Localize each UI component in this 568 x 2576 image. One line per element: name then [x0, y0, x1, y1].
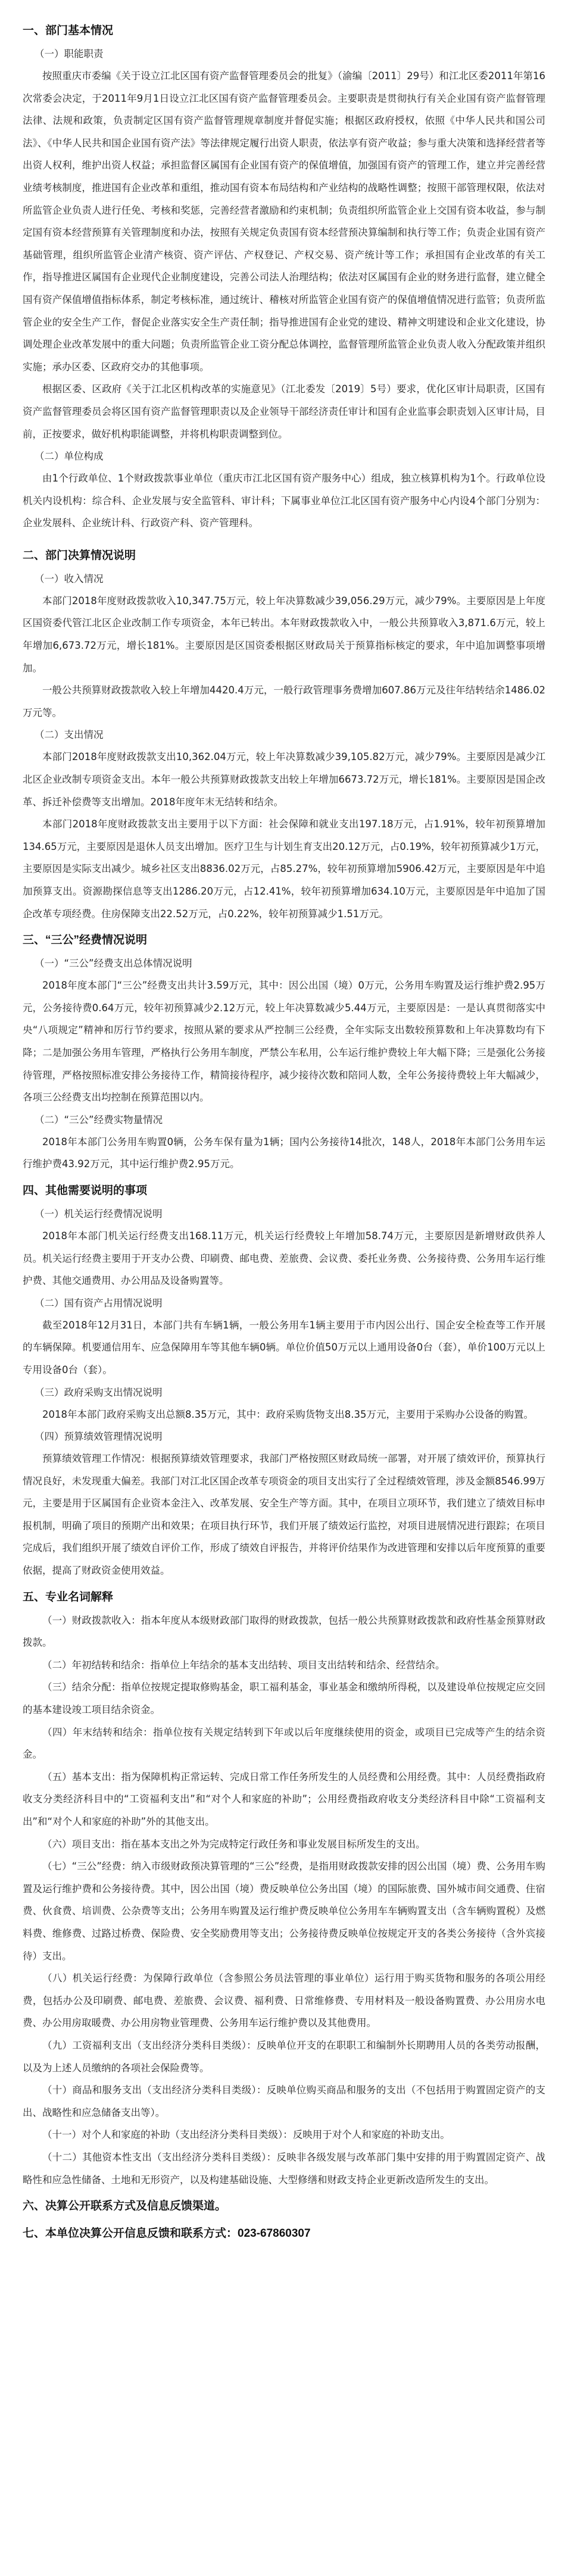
- subheading: （二）支出情况: [35, 729, 104, 741]
- paragraph: （十二）其他资本性支出（支出经济分类科目类级）：反映非各级发展与改革部门集中安排的用于购置固定资产、战略性和应急性储备、土地和无形资产，以及构建基础设施、大型修缮和财政支持企业更新改造所发生的支出。: [23, 2151, 545, 2186]
- paragraph: （一）财政拨款收入：指本年度从本级财政部门取得的财政拨款，包括一般公共预算财政拨款和政府性基金预算财政拨款。: [23, 1614, 545, 1649]
- sec2-heading: 二、部门决算情况说明: [23, 549, 136, 562]
- subheading: （一）职能职责: [35, 48, 104, 60]
- paragraph: （三）结余分配：指单位按规定提取修购基金，职工福利基金，事业基金和缴纳所得税，以及建设单位按规定应交回的基本建设竣工项目结余资金。: [23, 1681, 545, 1716]
- org-paragraph: 由1个行政单位、1个财政拨款事业单位（重庆市江北区国有资产服务中心）组成，独立核算机构为1个。行政单位设机关内设机构：综合科、企业发展与安全监管科、审计科；下属事业单位江北区国有资产服务中心内设4个部门分别为：企业发展科、企业统计科、行政资产科、资产管理科。: [23, 473, 545, 529]
- paragraph: （十）商品和服务支出（支出经济分类科目类级）：反映单位购买商品和服务的支出（不包括用于购置固定资产的支出、战略性和应急储备支出等）。: [23, 2084, 545, 2118]
- section-glossary: [23, 1609, 545, 2191]
- paragraph: （八）机关运行经费：为保障行政单位（含参照公务员法管理的事业单位）运行用于购买货物和服务的各项公用经费，包括办公及印刷费、邮电费、差旅费、会议费、福利费、日常维修费、专用材料及一般设备购置费、办公用房水电费、办公用房取暖费、办公用房物业管理费、公务用车运行维护费以及其他费用。: [23, 1972, 545, 2029]
- org-subheading: （二）单位构成: [35, 451, 104, 462]
- paragraph: 预算绩效管理工作情况：根据预算绩效管理要求，我部门严格按照区财政局统一部署，对开展了绩效评价，预算执行情况良好，未发现重大偏差。我部门对江北区国企改革专项资金的项目支出实行了全过程绩效管理，涉及金额8546.99万元，主要是用于区属国有企业资本金注入、改革发展、安全生产等方面。其中，在项目立项环节，我们建立了绩效目标申报机制，明确了项目的预期产出和效果；在项目执行环节，我们开展了绩效运行监控，对项目进展情况进行跟踪；在项目完成后，我们组织开展了绩效自评价工作，形成了绩效自评报告，并将评价结果作为改进管理和安排以后年度预算的重要依据，提高了财政资金使用效益。: [23, 1453, 545, 1577]
- paragraph: 2018年本部门公务用车购置0辆，公务车保有量为1辆；国内公务接待14批次，148人，2018年本部门公务用车运行维护费43.92万元，其中运行维护费2.95万元。: [23, 1136, 545, 1170]
- section-final-accounts: [23, 568, 545, 925]
- restructure-paragraph: 根据区委、区政府《关于江北区机构改革的实施意见》（江北委发〔2019〕5号）要求，优化区审计局职责，区国有资产监督管理委员会将区国有资产监督管理职责以及企业领导干部经济责任审计和国有企业监事会职责划入区审计局，目前，正按要求，做好机构职能调整，并将机构职责调整到位。: [23, 383, 545, 440]
- paragraph: 本部门2018年度财政拨款支出10,362.04万元，较上年决算数减少39,105.82万元，减少79%。主要原因是减少江北区企业改制专项资金支出。本年一般公共预算财政拨款支出较上年增加6673.72万元，增长181%。主要原因是国企改革、拆迁补偿费等支出增加。2018年度年末无结转和结余。: [23, 751, 545, 808]
- section-basic-info: [23, 19, 545, 378]
- section-other-matters: [23, 1203, 545, 1582]
- sec5-heading: 五、专业名词解释: [23, 1590, 114, 1603]
- sec1-heading: 一、部门基本情况: [23, 24, 114, 37]
- section-three-public-expenses: [23, 952, 545, 1176]
- paragraph: 2018年本部门机关运行经费支出168.11万元，机关运行经费较上年增加58.74万元，主要原因是新增财政供养人员。机关运行经费主要用于开支办公费、印刷费、邮电费、差旅费、会议费、委托业务费、公务接待费、公务用车运行维护费、其他交通费用、办公用品及设备购置等。: [23, 1230, 545, 1287]
- paragraph: 按照重庆市委编《关于设立江北区国有资产监督管理委员会的批复》（渝编〔2011〕29号）和江北区委2011年第16次常委会决定，于2011年9月1日设立江北区国有资产监督管理委员会。主要职责是贯彻执行有关企业国有资产监督管理法律、法规和政策，负责制定区国有资产监督管理规章制度并督促实施；根据区政府授权，依照《中华人民共和国公司法》、《中华人民共和国企业国有资产法》等法律规定履行出资人职责，依法享有资产收益；参与重大决策和选择经营者等出资人权利，维护出资人权益；承担监督区属国有企业国有资产的保值增值，加强国有资产的管理工作，建立并完善经营业绩考核制度，推进国有企业改革和重组，推动国有资本布局结构和产业结构的战略性调整；按照干部管理权限，依法对所监管企业负责人进行任免、考核和奖惩，完善经营者激励和约束机制；负责组织所监管企业上交国有资本收益，参与制定国有资本经营预算有关管理制度和办法，按照有关规定负责国有资本经营预决算编制和执行等工作；负责企业国有资产基础管理，组织所监管企业清产核资、资产评估、产权登记、产权交易、资产统计等工作；承担国有企业改革的有关工作，指导推进区属国有企业现代企业制度建设，完善公司法人治理结构；依法对区属国有企业的财务进行监督，建立健全国有资产保值增值指标体系，制定考核标准，通过统计、稽核对所监管企业国有资产的保值增值情况进行监管；负责所监管企业的安全生产工作，督促企业落实安全生产责任制；指导推进国有企业党的建设、精神文明建设和企业文化建设，协调处理企业改革发展中的重大问题；负责所监管企业工资分配总体调控，监督管理所监管企业负责人收入分配政策并组织实施；承办区委、区政府交办的其他事项。: [23, 70, 545, 373]
- paragraph: （五）基本支出：指为保障机构正常运转、完成日常工作任务所发生的人员经费和公用经费。其中：人员经费指政府收支分类经济科目中的“工资福利支出”和“对个人和家庭的补助”；公用经费指政府收支分类经济科目中除“工资福利支出”和“对个人和家庭的补助”外的其他支出。: [23, 1771, 545, 1827]
- sec6-heading: 六、决算公开联系方式及信息反馈渠道。: [23, 2200, 227, 2213]
- paragraph: 一般公共预算财政拨款收入较上年增加4420.4万元，一般行政管理事务费增加607.86万元及往年结转结余1486.02万元等。: [23, 684, 545, 718]
- paragraph: 2018年本部门政府采购支出总额8.35万元，其中：政府采购货物支出8.35万元，主要用于采购办公设备的购置。: [42, 1408, 533, 1420]
- sec3-heading: 三、“三公”经费情况说明: [23, 934, 148, 947]
- sec4-heading: 四、其他需要说明的事项: [23, 1184, 148, 1197]
- sec7-contact: 七、本单位决算公开信息反馈和联系方式：023-67860307: [23, 2227, 311, 2240]
- paragraph: （四）年末结转和结余：指单位按有关规定结转到下年或以后年度继续使用的资金，或项目已完成等产生的结余资金。: [23, 1726, 545, 1761]
- paragraph: （六）项目支出：指在基本支出之外为完成特定行政任务和事业发展目标所发生的支出。: [42, 1838, 426, 1850]
- paragraph: （十一）对个人和家庭的补助（支出经济分类科目类级）：反映用于对个人和家庭的补助支出。: [42, 2129, 450, 2141]
- paragraph: （九）工资福利支出（支出经济分类科目类级）：反映单位开支的在职职工和编制外长期聘用人员的各类劳动报酬，以及为上述人员缴纳的各项社会保险费等。: [23, 2039, 545, 2074]
- paragraph: （二）年初结转和结余：指单位上年结余的基本支出结转、项目支出结转和结余、经营结余。: [42, 1659, 445, 1671]
- paragraph: 2018年度本部门“三公”经费支出共计3.59万元，其中：因公出国（境）0万元，公务用车购置及运行维护费2.95万元，公务接待费0.64万元，较年初预算减少2.12万元，较上年决算数减少5.44万元，主要原因是：一是认真贯彻落实中央“八项规定”精神和厉行节约要求，按照从紧的要求从严控制三公经费，全年实际支出数较预算数和上年决算数均有下降；二是加强公务用车管理，严格执行公务用车制度，严禁公车私用，公车运行维护费较上年大幅下降；三是强化公务接待管理，严格按照标准安排公务接待工作，精简接待程序，减少接待次数和陪同人数，全年公务接待费较上年大幅减少，各项三公经费支出均控制在预算范围以内。: [23, 980, 545, 1103]
- subheading: （一）“三公”经费支出总体情况说明: [35, 958, 192, 970]
- subheading: （二）国有资产占用情况说明: [35, 1297, 163, 1309]
- paragraph: （七）“三公”经费：纳入市级财政预决算管理的“三公”经费，是指用财政拨款安排的因公出国（境）费、公务用车购置及运行维护费和公务接待费。其中，因公出国（境）费反映单位公务出国（境）的国际旅费、国外城市间交通费、住宿费、伙食费、培训费、公杂费等支出；公务用车购置及运行维护费反映单位公务用车车辆购置支出（含车辆购置税）及燃料费、维修费、过路过桥费、保险费、安全奖励费用等支出；公务接待费反映单位按规定开支的各类公务接待（含外宾接待）支出。: [23, 1861, 545, 1962]
- paragraph: 本部门2018年度财政拨款支出主要用于以下方面：社会保障和就业支出197.18万元，占1.91%，较年初预算增加134.65万元，主要原因是退休人员支出增加。医疗卫生与计划生育支出20.12万元，占0.19%，较年初预算减少1万元，主要原因是实际支出减少。城乡社区支出8836.02万元，占85.27%，较年初预算增加5906.42万元，主要原因是年中追加预算支出。资源勘探信息等支出1286.20万元，占12.41%，较年初预算增加634.10万元，主要原因是年中追加了国企改革专项经费。住房保障支出22.52万元，占0.22%，较年初预算减少1.51万元。: [23, 818, 545, 920]
- subheading: （一）收入情况: [35, 573, 104, 584]
- paragraph: 本部门2018年度财政拨款收入10,347.75万元，较上年决算数减少39,056.29万元，减少79%。主要原因是上年度区国资委代管江北区企业改制工作专项资金，本年已转出。本年财政拨款收入中，一般公共预算收入3,871.6万元，较上年增加6,673.72万元，增长181%。主要原因是区国资委根据区财政局关于预算指标核定的要求，年中追加调整事项增加。: [23, 595, 545, 674]
- paragraph: 截至2018年12月31日，本部门共有车辆1辆，一般公务用车1辆主要用于市内因公出行、国企安全检查等工作开展的车辆保障。机要通信用车、应急保障用车等其他车辆0辆。单位价值50万元以上通用设备0台（套），单价100万元以上专用设备0台（套）。: [23, 1319, 545, 1375]
- subheading: （四）预算绩效管理情况说明: [35, 1431, 163, 1443]
- subheading: （三）政府采购支出情况说明: [35, 1386, 163, 1398]
- subheading: （一）机关运行经费情况说明: [35, 1208, 163, 1220]
- subheading: （二）“三公”经费实物量情况: [35, 1114, 163, 1126]
